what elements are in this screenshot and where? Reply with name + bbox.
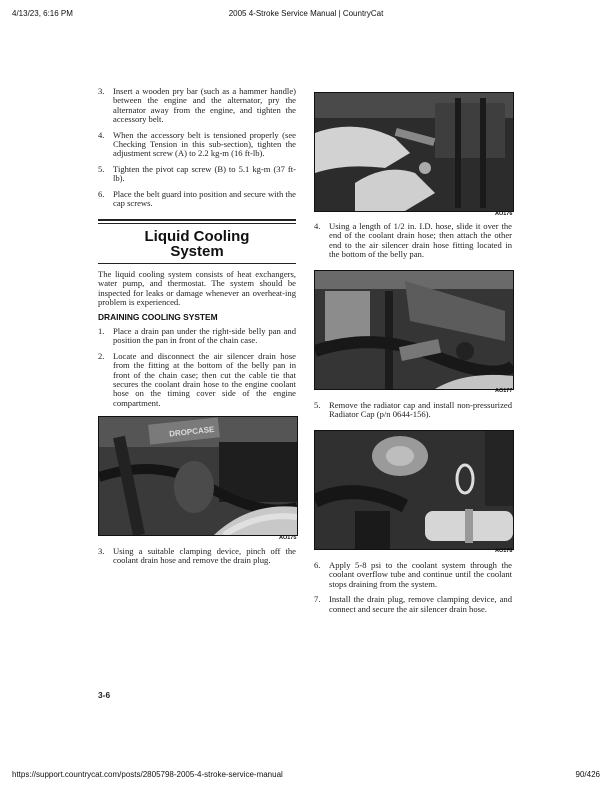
step-5-block <box>314 401 512 426</box>
photo-ao176 <box>314 92 514 212</box>
step-item: 5. Tighten the pivot cap screw (B) to 5.1 kg-m (37 ft-lb). <box>98 163 296 184</box>
subheading-draining: DRAINING COOLING SYSTEM <box>98 312 218 322</box>
step-item: 7. Install the drain plug, remove clamping device, and connect and secure the air silencer drain hose. <box>314 594 512 614</box>
photo-ao176-image <box>315 93 513 211</box>
draining-step-3 <box>98 547 296 572</box>
step-item: 6. Place the belt guard into position and secure with the cap screws. <box>98 188 296 209</box>
section-rule-bottom <box>98 263 296 264</box>
step-item: 1. Place a drain pan under the right-side belly pan and position the pan in front of the chain case. <box>98 326 296 346</box>
section-rule-top <box>98 219 296 221</box>
step-item: 3. Using a suitable clamping device, pinch off the coolant drain hose and remove the drain plug. <box>98 546 296 566</box>
step-item: 4. When the accessory belt is tensioned properly (see Checking Tension in this sub-section), tighten the adjustment screw (A) to 2.2 kg-m (16 ft-lb). <box>98 129 296 159</box>
step-item: 2. Locate and disconnect the air silencer drain hose from the fitting at the bottom of the belly pan in front of the chain case; then cut the cable tie that secures the coolant drain hose to the engine coolant hose on the timing cover side of the engine compartment. <box>98 350 296 408</box>
section-title-line2: System <box>170 243 224 260</box>
photo-label-ao175: AO175 <box>279 535 297 541</box>
photo-label-ao177: AO177 <box>495 388 513 394</box>
step-item: 6. Apply 5-8 psi to the coolant system through the coolant overflow tube and continue until the coolant stops draining from the system. <box>314 560 512 589</box>
photo-label-ao178: AO178 <box>495 548 513 554</box>
photo-ao178 <box>314 430 514 550</box>
step-item: 5. Remove the radiator cap and install non-pressurized Radiator Cap (p/n 0644-156). <box>314 400 512 420</box>
print-page-count: 90/426 <box>575 770 600 779</box>
manual-page-number: 3-6 <box>98 690 111 700</box>
photo-text-dropcase: DROPCASE <box>168 424 215 439</box>
steps-6-7-block <box>314 561 512 620</box>
photo-ao177-image <box>315 271 513 389</box>
photo-ao175 <box>98 416 298 536</box>
section-intro: The liquid cooling system consists of heat exchangers, water pump, and thermostat. The system should be inspected for leaks or damage whenever an overheat-ing problem is experienced. <box>98 269 296 308</box>
section-title-line1: Liquid Cooling <box>144 228 250 245</box>
photo-label-ao176: AO176 <box>495 211 513 217</box>
print-url: https://support.countrycat.com/posts/2805798-2005-4-stroke-service-manual <box>12 770 283 779</box>
photo-ao177 <box>314 270 514 390</box>
print-page-title: 2005 4-Stroke Service Manual | CountryCat <box>228 9 384 18</box>
print-datetime: 4/13/23, 6:16 PM <box>12 9 73 18</box>
draining-steps <box>98 327 296 414</box>
step-4-block <box>314 222 512 266</box>
step-item: 4. Using a length of 1/2 in. I.D. hose, slide it over the end of the coolant drain hose; then attach the other end to the air silencer drain hose fitting located in the bottom of the belly pan. <box>314 221 512 260</box>
section-rule-top-thin <box>98 223 296 224</box>
left-steps-continued <box>98 87 296 214</box>
photo-ao175-image <box>99 417 297 535</box>
step-item: 3. Insert a wooden pry bar (such as a hammer handle) between the engine and the alternator, pry the alternator away from the engine, and tighten the accessory belt. <box>98 86 296 125</box>
photo-ao178-image <box>315 431 513 549</box>
